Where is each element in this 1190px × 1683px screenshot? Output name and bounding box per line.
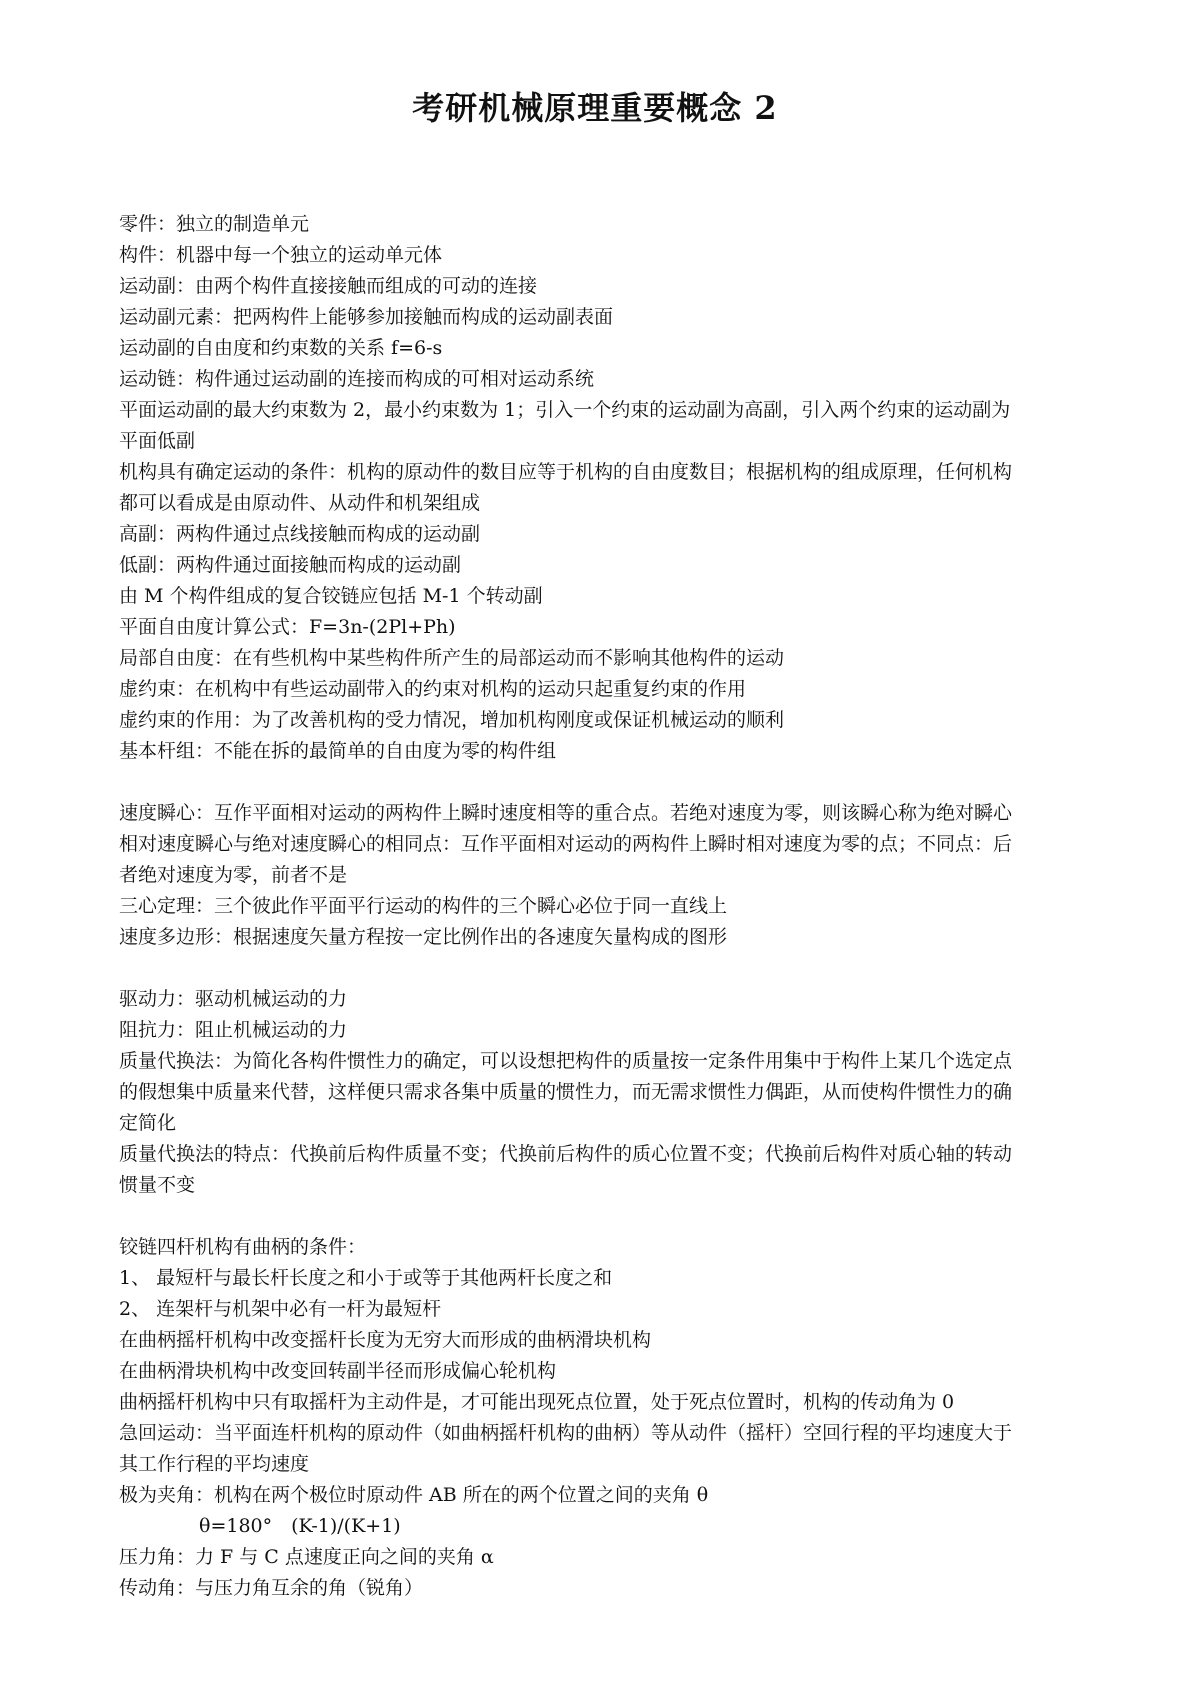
text-line: 的假想集中质量来代替，这样便只需求各集中质量的惯性力，而无需求惯性力偶距，从而使构件惯性力的确 — [119, 1081, 1013, 1103]
text-line: 虚约束：在机构中有些运动副带入的约束对机构的运动只起重复约束的作用 — [119, 678, 747, 700]
text-line: 1、 最短杆与最长杆长度之和小于或等于其他两杆长度之和 — [119, 1267, 613, 1289]
blank-line — [119, 767, 1104, 798]
text-line: 零件：独立的制造单元 — [119, 213, 310, 235]
text-line: 传动角：与压力角互余的角（锐角） — [119, 1577, 424, 1599]
text-line: 极为夹角：机构在两个极位时原动件 AB 所在的两个位置之间的夹角 θ — [119, 1484, 709, 1506]
text-line: 压力角：力 F 与 C 点速度正向之间的夹角 α — [119, 1546, 494, 1568]
page-title: 考研机械原理重要概念 2 — [412, 89, 778, 127]
text-line: 2、 连架杆与机架中必有一杆为最短杆 — [119, 1298, 442, 1320]
text-line: 三心定理：三个彼此作平面平行运动的构件的三个瞬心必位于同一直线上 — [119, 895, 728, 917]
text-line: 速度多边形：根据速度矢量方程按一定比例作出的各速度矢量构成的图形 — [119, 926, 728, 948]
text-line: 运动链：构件通过运动副的连接而构成的可相对运动系统 — [119, 368, 595, 390]
text-line: 定简化 — [119, 1112, 177, 1134]
text-line: 虚约束的作用：为了改善机构的受力情况，增加机构刚度或保证机械运动的顺利 — [119, 709, 785, 731]
text-line: 机构具有确定运动的条件：机构的原动件的数目应等于机构的自由度数目；根据机构的组成原理，任何机构 — [119, 461, 1013, 483]
text-line: 运动副：由两个构件直接接触而组成的可动的连接 — [119, 275, 538, 297]
text-line: 驱动力：驱动机械运动的力 — [119, 988, 348, 1010]
text-line: 质量代换法的特点：代换前后构件质量不变；代换前后构件的质心位置不变；代换前后构件对质心轴的转动 — [119, 1143, 1013, 1165]
text-line: 相对速度瞬心与绝对速度瞬心的相同点：互作平面相对运动的两构件上瞬时相对速度为零的点；不同点：后 — [119, 833, 1013, 855]
text-line: 速度瞬心：互作平面相对运动的两构件上瞬时速度相等的重合点。若绝对速度为零，则该瞬心称为绝对瞬心 — [119, 802, 1013, 824]
text-line: 局部自由度：在有些机构中某些构件所产生的局部运动而不影响其他构件的运动 — [119, 647, 785, 669]
text-line: 基本杆组：不能在拆的最简单的自由度为零的构件组 — [119, 740, 557, 762]
text-line: 在曲柄滑块机构中改变回转副半径而形成偏心轮机构 — [119, 1360, 557, 1382]
text-line: 平面运动副的最大约束数为 2，最小约束数为 1；引入一个约束的运动副为高副，引入两个约束的运动副为 — [119, 399, 1011, 421]
text-line: 在曲柄摇杆机构中改变摇杆长度为无穷大而形成的曲柄滑块机构 — [119, 1329, 652, 1351]
blank-line — [119, 953, 1104, 984]
text-line: 都可以看成是由原动件、从动件和机架组成 — [119, 492, 481, 514]
text-line: 平面低副 — [119, 430, 196, 452]
blank-line — [119, 1201, 1104, 1232]
text-line: 者绝对速度为零，前者不是 — [119, 864, 348, 886]
formula-line: θ=180° (K-1)/(K+1) — [199, 1515, 401, 1537]
text-line: 其工作行程的平均速度 — [119, 1453, 310, 1475]
text-line: 由 M 个构件组成的复合铰链应包括 M-1 个转动副 — [119, 585, 543, 607]
text-line: 构件：机器中每一个独立的运动单元体 — [119, 244, 443, 266]
document-body — [119, 209, 1104, 1604]
text-line: 低副：两构件通过面接触而构成的运动副 — [119, 554, 462, 576]
text-line: 高副：两构件通过点线接触而构成的运动副 — [119, 523, 481, 545]
text-line: 平面自由度计算公式：F=3n-(2Pl+Ph) — [119, 616, 456, 638]
text-line: 运动副的自由度和约束数的关系 f=6-s — [119, 337, 443, 359]
text-line: 曲柄摇杆机构中只有取摇杆为主动件是，才可能出现死点位置，处于死点位置时，机构的传动角为 0 — [119, 1391, 955, 1413]
text-line: 急回运动：当平面连杆机构的原动件（如曲柄摇杆机构的曲柄）等从动件（摇杆）空回行程的平均速度大于 — [119, 1422, 1013, 1444]
text-line: 惯量不变 — [119, 1174, 196, 1196]
text-line: 质量代换法：为简化各构件惯性力的确定，可以设想把构件的质量按一定条件用集中于构件上某几个选定点 — [119, 1050, 1013, 1072]
text-line: 铰链四杆机构有曲柄的条件： — [119, 1236, 367, 1258]
text-line: 阻抗力：阻止机械运动的力 — [119, 1019, 348, 1041]
text-line: 运动副元素：把两构件上能够参加接触而构成的运动副表面 — [119, 306, 614, 328]
